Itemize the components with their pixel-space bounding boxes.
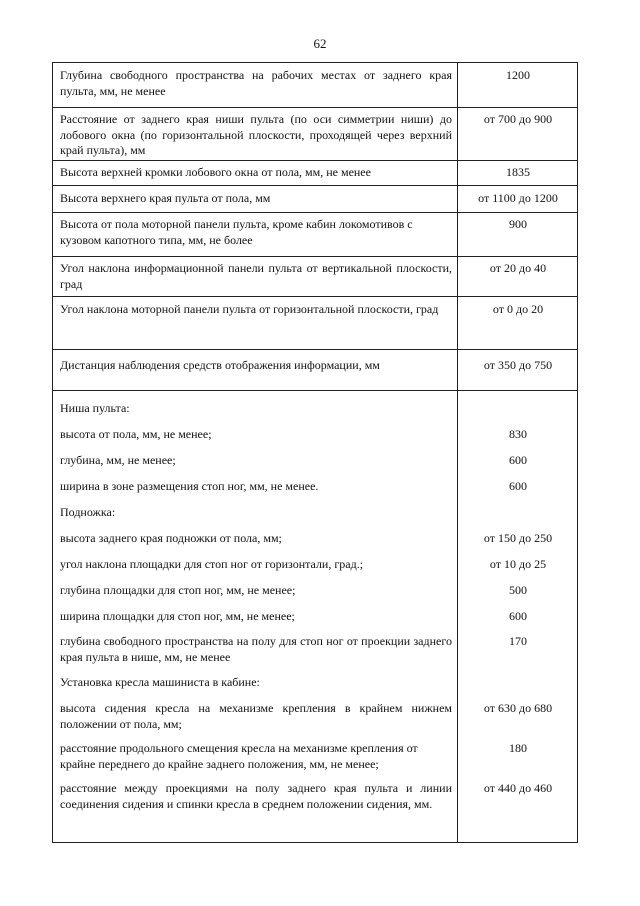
page-number: 62 <box>313 36 327 51</box>
list-item-value: 600 <box>509 453 527 467</box>
list-item-value: 600 <box>509 609 527 623</box>
section-heading-footrest: Подножка: <box>60 505 116 519</box>
row-divider <box>53 160 577 161</box>
table-row-label: Глубина свободного пространства на рабочих местах от заднего края пульта, мм, не менее <box>60 68 452 98</box>
row-divider <box>53 296 577 297</box>
table-row-value: 1835 <box>506 165 530 179</box>
row-divider <box>53 107 577 108</box>
row-divider <box>53 256 577 257</box>
section-heading-niche: Ниша пульта: <box>60 401 130 415</box>
table-row-label: Угол наклона информационной панели пульта от вертикальной плоскости, град <box>60 261 452 291</box>
table-row-label: Высота верхнего края пульта от пола, мм <box>60 191 271 205</box>
list-item-label: ширина площадки для стоп ног, мм, не менее; <box>60 609 295 623</box>
list-item-value: 830 <box>509 427 527 441</box>
table-row-label: Высота верхней кромки лобового окна от пола, мм, не менее <box>60 165 371 179</box>
row-divider <box>53 185 577 186</box>
list-item-value: 170 <box>509 634 527 648</box>
row-divider <box>53 212 577 213</box>
list-item-label: ширина в зоне размещения стоп ног, мм, не менее. <box>60 479 319 493</box>
list-item-label: высота сидения кресла на механизме крепления в крайнем нижнем положении от пола, мм; <box>60 701 452 731</box>
list-item-value: от 10 до 25 <box>489 557 547 571</box>
table-row-value: от 350 до 750 <box>483 358 553 372</box>
table-row-value: от 700 до 900 <box>483 112 553 126</box>
section-heading-seat: Установка кресла машиниста в кабине: <box>60 675 260 689</box>
list-item-value: 180 <box>509 741 527 755</box>
table-row-value: 1200 <box>506 68 530 82</box>
list-item-label: высота заднего края подножки от пола, мм; <box>60 531 282 545</box>
list-item-label: угол наклона площадки для стоп ног от горизонтали, град.; <box>60 557 364 571</box>
table-row-label: Дистанция наблюдения средств отображения информации, мм <box>60 358 380 372</box>
list-item-label: глубина площадки для стоп ног, мм, не менее; <box>60 583 296 597</box>
list-item-label: расстояние между проекциями на полу заднего края пульта и линии соединения сидения и спинки кресла в среднем положении сидения, мм. <box>60 781 452 811</box>
list-item-label: расстояние продольного смещения кресла на механизме крепления от крайне переднего до крайне заднего положения, мм, не менее; <box>60 741 418 771</box>
table-row-label: Высота от пола моторной панели пульта, кроме кабин локомотивов с кузовом капотного типа, мм, не более <box>60 217 413 247</box>
row-divider <box>53 390 577 391</box>
table-row-label: Расстояние от заднего края ниши пульта (по оси симметрии ниши) до лобового окна (по горизонтальной плоскости, проходящей через верхний край пульта), мм <box>60 112 452 157</box>
list-item-value: 500 <box>509 583 527 597</box>
list-item-value: от 630 до 680 <box>483 701 553 715</box>
list-item-label: глубина, мм, не менее; <box>60 453 176 467</box>
table-row-label: Угол наклона моторной панели пульта от горизонтальной плоскости, град <box>60 302 439 316</box>
list-item-label: высота от пола, мм, не менее; <box>60 427 212 441</box>
table-row-value: от 0 до 20 <box>492 302 544 316</box>
list-item-value: от 440 до 460 <box>483 781 553 795</box>
table-row-value: от 1100 до 1200 <box>478 191 558 205</box>
list-item-value: 600 <box>509 479 527 493</box>
list-item-value: от 150 до 250 <box>483 531 553 545</box>
table-row-value: от 20 до 40 <box>489 261 547 275</box>
table-row-value: 900 <box>509 217 527 231</box>
requirements-table <box>52 62 578 843</box>
row-divider <box>53 349 577 350</box>
list-item-label: глубина свободного пространства на полу для стоп ног от проекции заднего края пульта в нише, мм, не менее <box>60 634 452 664</box>
